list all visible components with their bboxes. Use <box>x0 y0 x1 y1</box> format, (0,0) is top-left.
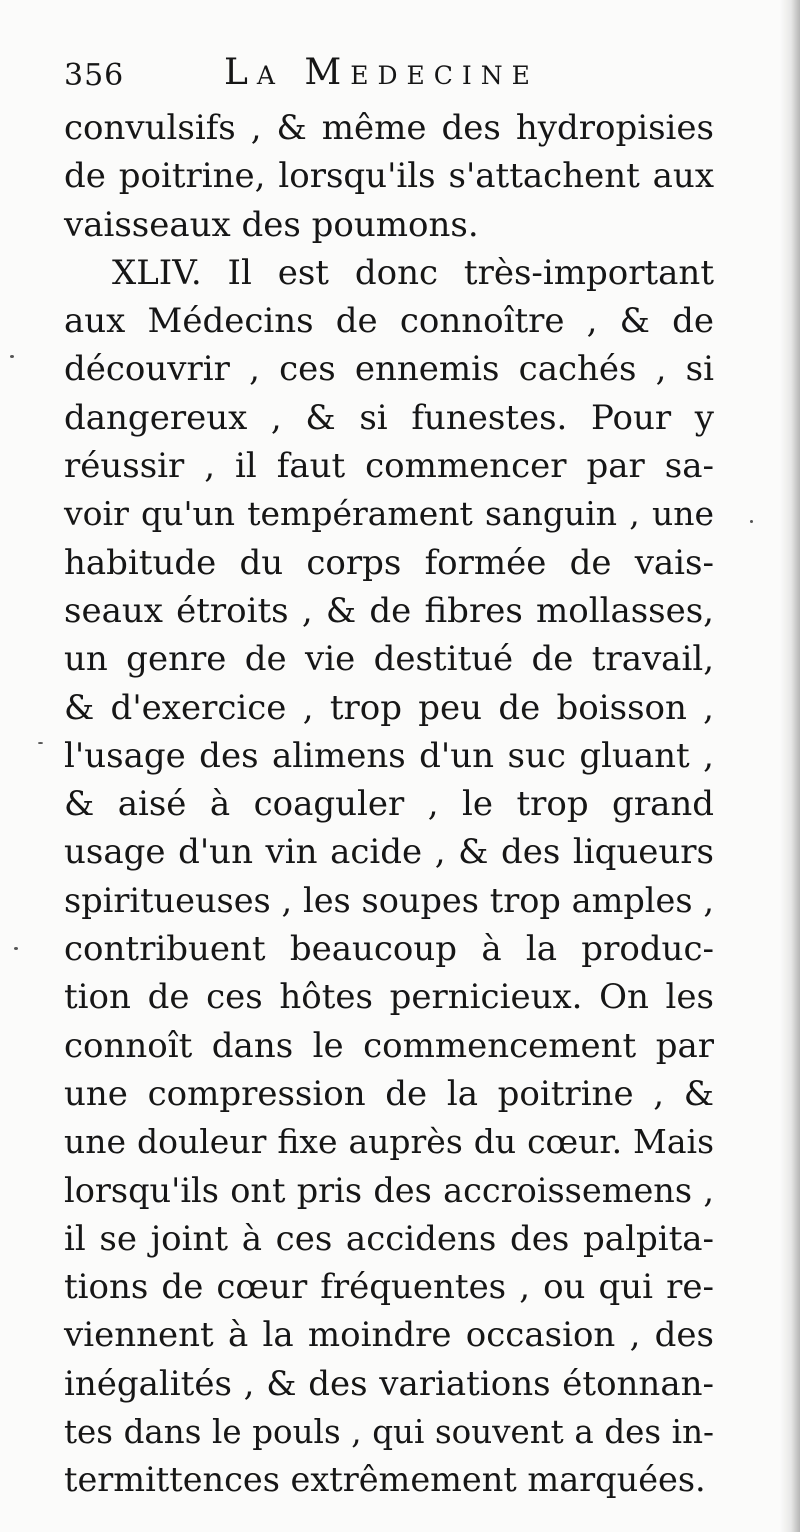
paper-speck <box>38 742 43 744</box>
text-line: un genre de vie destitué de travail, <box>64 639 714 680</box>
text-line: inégalités , & des variations étonnan- <box>64 1363 714 1404</box>
paper-speck <box>10 355 14 358</box>
text-line: dangereux , & si funestes. Pour y <box>64 397 714 438</box>
text-line: lorsqu'ils ont pris des accroissemens , <box>64 1170 714 1210</box>
text-line: réussir , il faut commencer par sa- <box>64 446 714 487</box>
page-header <box>64 52 724 104</box>
text-line: usage d'un vin acide , & des liqueurs <box>64 832 714 873</box>
paper-speck <box>750 520 753 523</box>
text-line: de poitrine, lorsqu'ils s'attachent aux <box>64 156 714 197</box>
text-line: contribuent beaucoup à la produc- <box>64 929 714 970</box>
text-line: tion de ces hôtes pernicieux. On les <box>64 977 714 1018</box>
text-line: termittences extrêmement marquées. <box>64 1460 706 1500</box>
text-line: une compression de la poitrine , & <box>64 1073 714 1114</box>
text-line: convulsifs , & même des hydropisies <box>64 108 714 148</box>
text-line: vaisseaux des poumons. <box>64 204 479 245</box>
section-heading-line: XLIV. Il est donc très-important <box>112 252 714 293</box>
text-line: & aisé à coaguler , le trop grand <box>64 784 714 825</box>
text-line: une douleur fixe auprès du cœur. Mais <box>64 1122 714 1162</box>
text-line: tions de cœur fréquentes , ou qui re- <box>64 1267 714 1308</box>
text-line: seaux étroits , & de fibres mollasses, <box>64 590 714 631</box>
body-text <box>64 104 714 1505</box>
page-number: 356 <box>64 58 125 93</box>
text-line: découvrir , ces ennemis cachés , si <box>64 349 714 390</box>
text-line: tes dans le pouls , qui souvent a des in- <box>64 1413 714 1452</box>
text-line: spiritueuses , les soupes trop amples , <box>64 880 714 920</box>
text-line: connoît dans le commencement par <box>64 1025 714 1066</box>
scan-edge-shadow <box>780 0 800 1532</box>
text-line: il se joint à ces accidens des palpita- <box>64 1218 714 1259</box>
running-title: La Medecine <box>224 52 539 93</box>
paper-speck <box>14 947 18 950</box>
text-line: habitude du corps formée de vais- <box>64 542 714 583</box>
text-line: viennent à la moindre occasion , des <box>64 1315 714 1356</box>
text-line: aux Médecins de connoître , & de <box>64 301 714 342</box>
text-line: voir qu'un tempérament sanguin , une <box>64 494 714 534</box>
text-line: & d'exercice , trop peu de boisson , <box>64 687 714 728</box>
text-line: l'usage des alimens d'un suc gluant , <box>64 735 714 776</box>
